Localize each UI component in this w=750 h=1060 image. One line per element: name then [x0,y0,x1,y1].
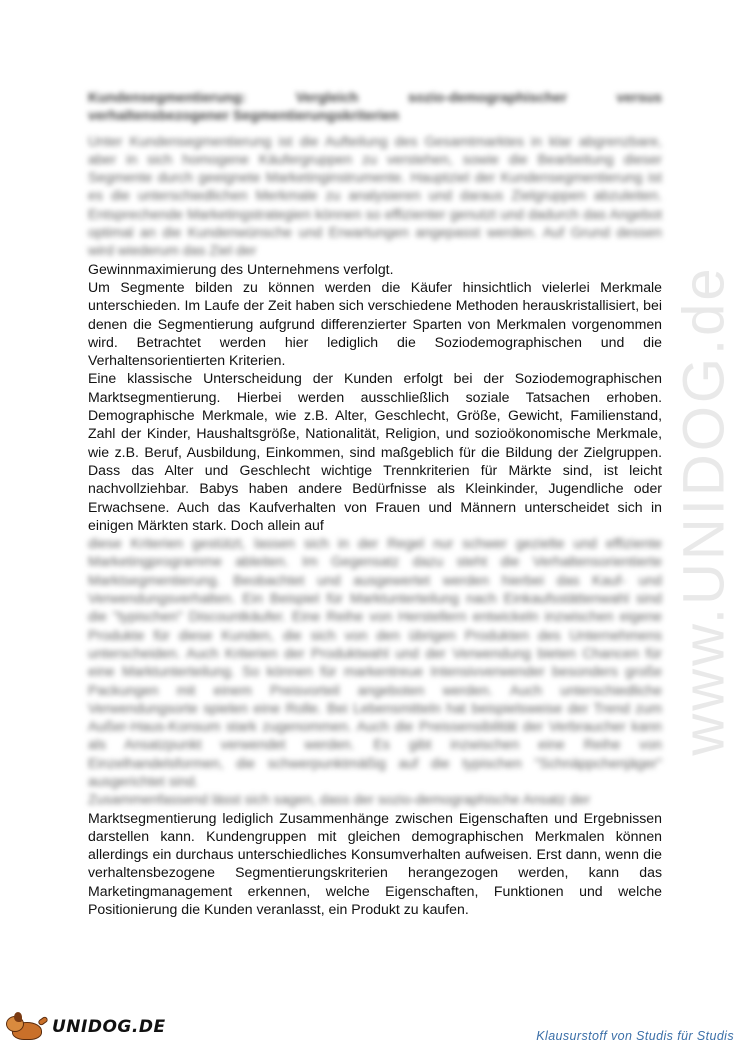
watermark [654,264,750,756]
footer-tagline: Klausurstoff von Studis für Studis [536,1029,734,1043]
blurred-intro-paragraph: Unter Kundensegmentierung ist die Aufteilung des Gesamtmarktes in klar abgrenzbare, aber in sich homogene Käufergruppen zu verstehen, sowie die Bearbeitung dieser Segmente durch geeignete Marketinginstrumente. Hauptziel der Kundensegmentierung ist es die unterschiedlichen Merkmale zu analysieren und daraus Zielgruppen abzuleiten. Entsprechende Marketingstrategien können so effizienter genutzt und dadurch das Angebot optimal an die Kundenwünsche und Erwartungen angepasst werden. Auf Grund dessen wird wiederum das Ziel der [88,132,662,259]
document-title: Kundensegmentierung: Vergleich sozio-demographischer versus verhaltensbezogener Segmentierungskriterien [88,89,662,124]
logo-text: UNIDOG.DE [52,1017,166,1037]
dog-mascot-icon [6,1012,48,1042]
visible-text-4: Marktsegmentierung lediglich Zusammenhänge zwischen Eigenschaften und Ergebnissen darstellen kann. Kundengruppen mit gleichen demographischen Merkmalen können allerdings ein durchaus unterschiedliches Konsumverhalten aufweisen. Erst dann, wenn die verhaltensbezogene Segmentierungskriterien herangezogen werden, kann das Marketingmanagement erkennen, welche Eigenschaften, Funktionen und welche Positionierung die Kunden veranlasst, ein Produkt zu kaufen. [88,809,662,918]
blurred-lead-line: Zusammenfassend lässt sich sagen, dass der sozio-demographische Ansatz der [88,791,591,808]
document-body [88,88,662,918]
blurred-middle-paragraph: diese Kriterien gestützt, lassen sich in der Regel nur schwer gezielte und effiziente Marketingprogramme ableiten. Im Gegensatz dazu steht die Verhaltensorientierte Marktsegmentierung. Beobachtet und ausgewertet werden hierbei das Kauf- und Verwendungsverhalten. Ein Beispiel für Marktunterteilung nach Einkaufsstättenwahl sind die "typischen" Discountkäufer. Eine Reihe von Herstellern entwickeln inzwischen eigene Produkte für diese Kunden, die sich von den übrigen Produkten des Unternehmens unterscheiden. Auch Kriterien der Produktwahl und der Verwendung bieten Chancen für eine Marktunterteilung. So können für markentreue Intensivverwender besonders große Packungen mit einem Preisvorteil angeboten werden. Auch unterschiedliche Verwendungsorte spielen eine Rolle. Bei Lebensmitteln hat beispielsweise der Trend zum Außer-Haus-Konsum stark zugenommen. Auch die Preissensibilität der Verbraucher kann als Ansatzpunkt verwendet werden. Es gibt inzwischen eine Reihe von Einzelhandelsformen, die schwerpunktmäßig auf die typischen "Schnäppchenjäger" ausgerichtet sind. [88,535,662,789]
watermark-text: www.UNIDOG.de [671,264,737,756]
visible-text-1: Gewinnmaximierung des Unternehmens verfolgt. [88,260,394,277]
footer-logo[interactable] [6,1010,166,1044]
visible-text-2: Um Segmente bilden zu können werden die Käufer hinsichtlich vielerlei Merkmale unterschieden. Im Laufe der Zeit haben sich verschiedene Methoden herauskristallisiert, bei denen die Segmentierung aufgrund differenzierter Sparten von Merkmalen vorgenommen wird. Betrachtet werden hier lediglich die Soziodemographischen und die Verhaltensorientierten Kriterien. [88,278,662,369]
visible-text-3: Eine klassische Unterscheidung der Kunden erfolgt bei der Soziodemographischen Marktsegmentierung. Hierbei werden ausschließlich soziale Tatsachen erhoben. Demographische Merkmale, wie z.B. Alter, Geschlecht, Größe, Gewicht, Familienstand, Zahl der Kinder, Haushaltsgröße, Nationalität, Religion, und sozioökonomische Merkmale, wie z.B. Beruf, Ausbildung, Einkommen, sind maßgeblich für die Bildung der Zielgruppen. Dass das Alter und Geschlecht wichtige Trennkriterien für Märkte sind, ist leicht nachvollziehbar. Babys haben andere Bedürfnisse als Kleinkinder, Jugendliche oder Erwachsene. Auch das Kaufverhalten von Frauen und Männern unterscheidet sich in einigen Märkten stark. Doch allein auf [88,370,662,533]
